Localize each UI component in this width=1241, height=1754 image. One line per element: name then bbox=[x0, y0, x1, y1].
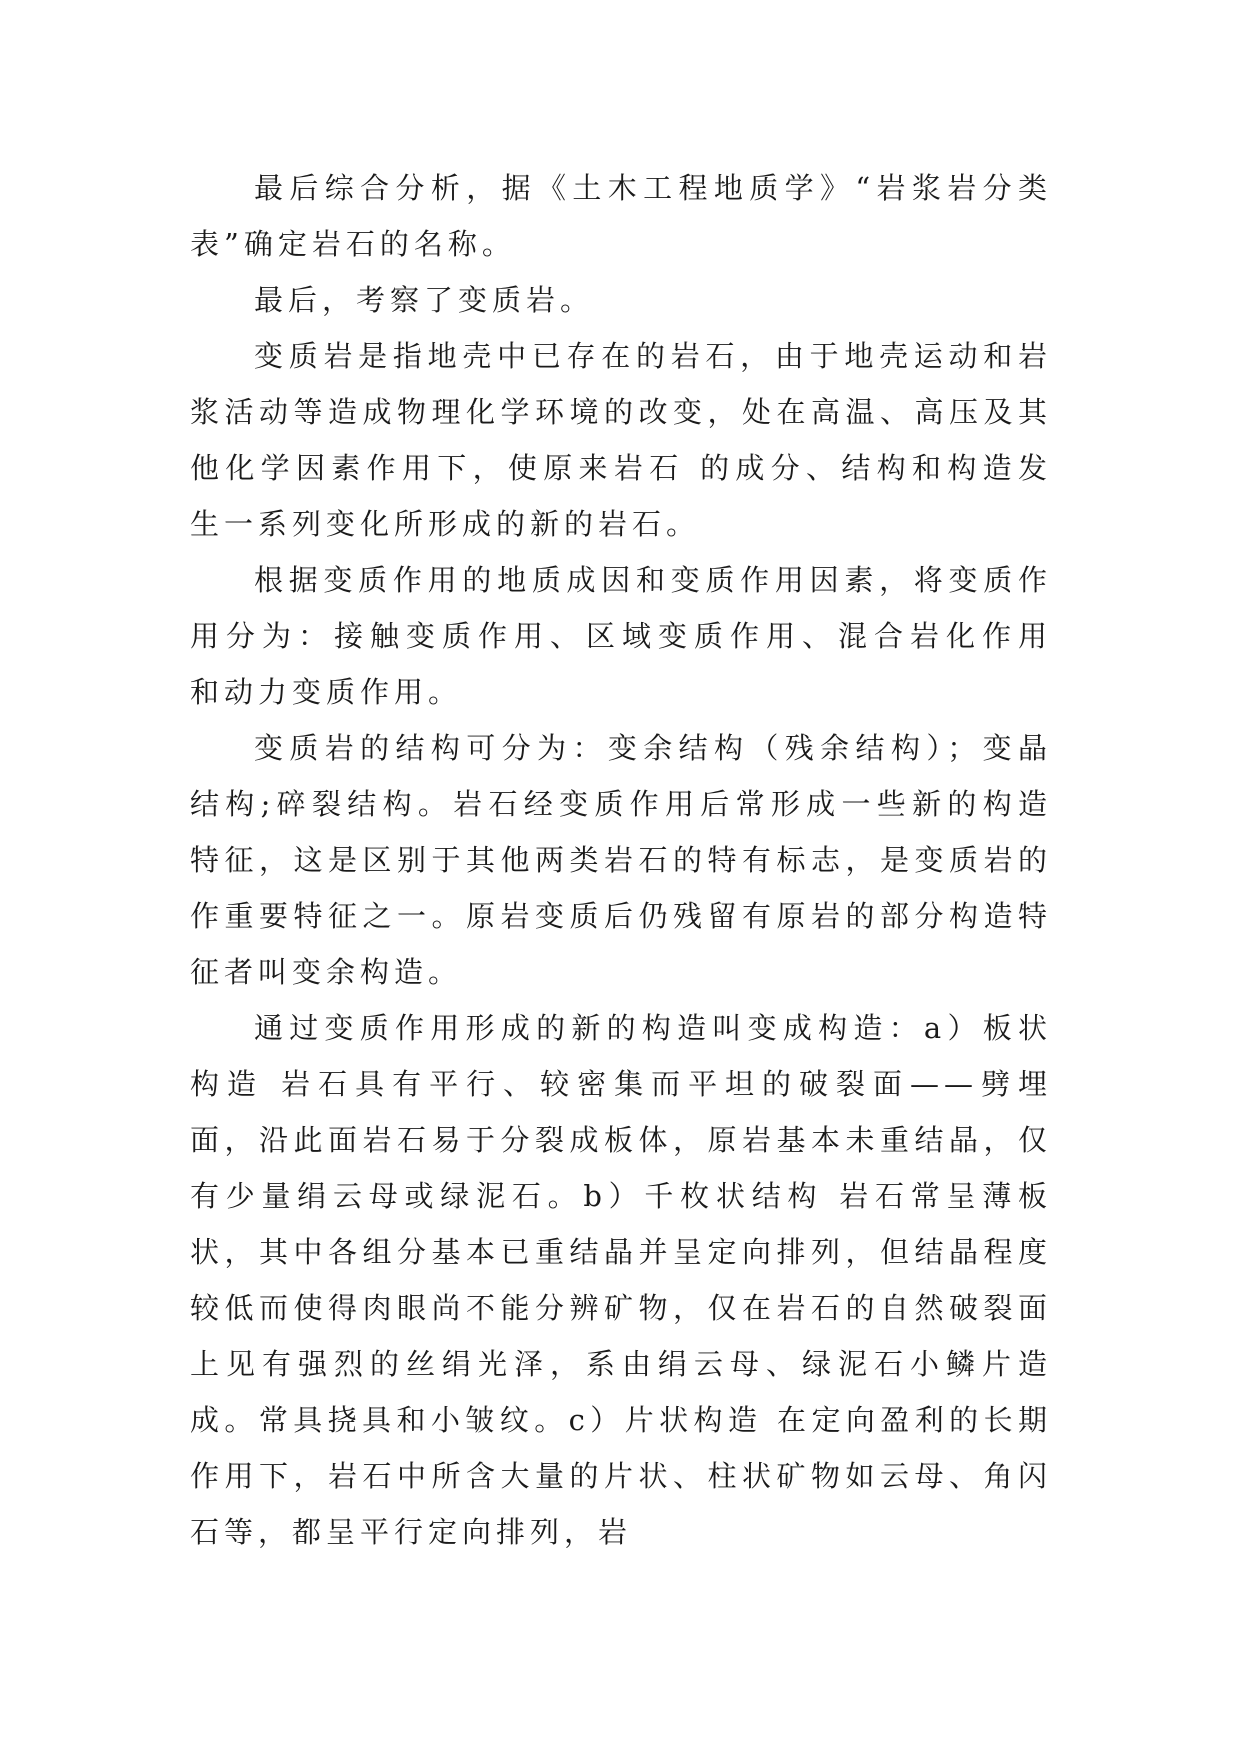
paragraph-metamorphism-types: 根据变质作用的地质成因和变质作用因素，将变质作用分为：接触变质作用、区域变质作用、混合岩化作用 和动力变质作用。 bbox=[190, 563, 1052, 709]
document-body bbox=[190, 160, 1052, 1560]
paragraph-metamorphic-intro: 最后，考察了变质岩。 bbox=[254, 283, 595, 317]
paragraph-metamorphic-structure: 通过变质作用形成的新的构造叫变成构造：a）板状构造 岩石具有平行、较密集而平坦的破裂面——劈埋面，沿此面岩石易于分裂成板体，原岩基本未重结晶，仅有少量绢云母或绿泥石。b）千枚状结构 岩石常呈薄板状，其中各组分基本已重结晶并呈定向排列，但结晶程度较低而使得肉眼尚不能分辨矿物，仅在岩石的自然破裂面上见有强烈的丝绢光泽，系由绢云母、绿泥石小鳞片造成。常具挠具和小皱纹。c）片状构造 在定向盈利的长期作用下，岩石中所含大量的片状、柱状矿物如云母、角闪石等，都呈平行定向排列，岩 bbox=[190, 1011, 1052, 1549]
paragraph-summary-analysis: 最后综合分析，据《土木工程地质学》“岩浆岩分类表”确定岩石的名称。 bbox=[190, 171, 1052, 261]
paragraph-metamorphic-texture: 变质岩的结构可分为：变余结构（残余结构）；变晶结构;碎裂结构。岩石经变质作用后常形成一些新的构造特征，这是区别于其他两类岩石的特有标志，是变质岩的作重要特征之一。原岩变质后仍残留有原岩的部分构造特征者叫变余构造。 bbox=[190, 731, 1052, 989]
paragraph-metamorphic-definition: 变质岩是指地壳中已存在的岩石，由于地壳运动和岩浆活动等造成物理化学环境的改变，处在高温、高压及其他化学因素作用下，使原来岩石 的成分、结构和构造发生一系列变化所形成的新的岩石。 bbox=[190, 339, 1052, 541]
